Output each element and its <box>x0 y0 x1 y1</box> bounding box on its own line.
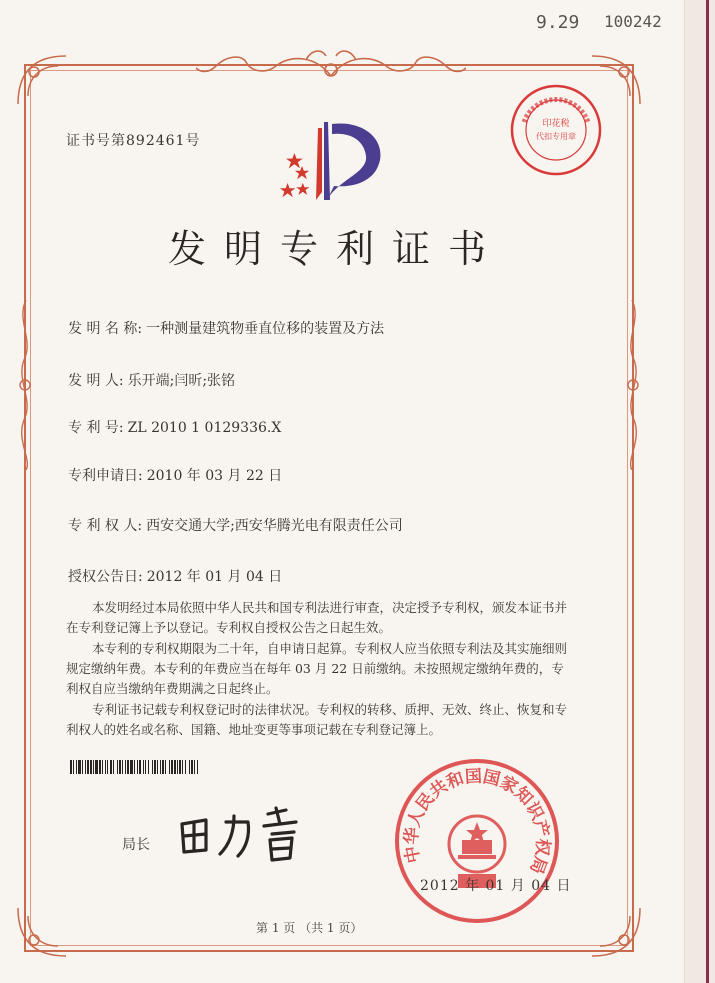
field-grant-date <box>68 566 282 586</box>
field-invention-name <box>68 318 384 338</box>
field-value: 2010 年 03 月 22 日 <box>146 468 283 484</box>
tax-stamp-seal <box>508 82 604 178</box>
field-inventors <box>68 370 235 390</box>
body-paragraph-1: 本发明经过本局依照中华人民共和国专利法进行审查，决定授予专利权，颁发本证书并在专利登记簿上予以登记。专利权自授权公告之日起生效。 <box>66 600 568 635</box>
patent-office-logo <box>272 118 388 204</box>
field-patent-number <box>68 417 281 437</box>
field-label: 专利申请日: <box>68 468 143 484</box>
field-label: 专 利 权 人: <box>68 518 143 534</box>
left-ornament <box>14 300 36 470</box>
corner-ornament-bottom-left <box>14 904 70 960</box>
svg-text:代扣专用章: 代扣专用章 <box>536 132 576 141</box>
page-number: 第 1 页 （共 1 页） <box>256 921 363 935</box>
certificate-title: 发明专利证书 <box>168 227 505 271</box>
director-signature <box>176 800 326 870</box>
issue-date: 2012 年 01 月 04 日 <box>420 878 572 894</box>
field-application-date <box>68 465 282 485</box>
handwritten-note-1: 9.29 <box>536 12 580 33</box>
binding-line <box>706 0 709 983</box>
top-ornament <box>196 46 466 86</box>
body-paragraph-2: 本专利的专利权期限为二十年，自申请日起算。专利权人应当依照专利法及其实施细则规定缴纳年费。本专利的年费应当在每年 03 月 22 日前缴纳。未按照规定缴纳年费的，专利权自应当缴纳年费期满之日起终止。 <box>66 641 568 696</box>
certificate-body <box>66 598 576 741</box>
barcode <box>70 760 342 774</box>
director-label: 局长 <box>122 837 150 853</box>
binding-strip <box>684 0 715 983</box>
field-value: 一种测量建筑物垂直位移的装置及方法 <box>146 321 385 337</box>
svg-text:中华人民共和国国家知识产权局: 中华人民共和国国家知识产权局 <box>401 766 553 877</box>
field-label: 授权公告日: <box>68 569 143 585</box>
svg-text:印花税: 印花税 <box>542 119 570 129</box>
field-label: 发 明 人: <box>68 373 124 389</box>
right-ornament <box>622 300 644 470</box>
certificate-number: 证书号第892461号 <box>66 133 201 149</box>
field-value: ZL 2010 1 0129336.X <box>127 420 282 436</box>
corner-ornament-bottom-right <box>588 904 644 960</box>
corner-ornament-top-left <box>14 52 70 108</box>
official-seal <box>392 756 562 926</box>
field-patentee <box>68 515 403 535</box>
field-label: 专 利 号: <box>68 420 124 436</box>
handwritten-note-2: 100242 <box>604 12 662 31</box>
field-label: 发 明 名 称: <box>68 321 143 337</box>
field-value: 2012 年 01 月 04 日 <box>146 569 283 585</box>
body-paragraph-3: 专利证书记载专利权登记时的法律状况。专利权的转移、质押、无效、终止、恢复和专利权人的姓名或名称、国籍、地址变更等事项记载在专利登记簿上。 <box>66 702 568 737</box>
field-value: 西安交通大学;西安华腾光电有限责任公司 <box>146 518 403 534</box>
field-value: 乐开端;闫昕;张铭 <box>127 373 236 389</box>
barcode-bar <box>198 760 200 774</box>
